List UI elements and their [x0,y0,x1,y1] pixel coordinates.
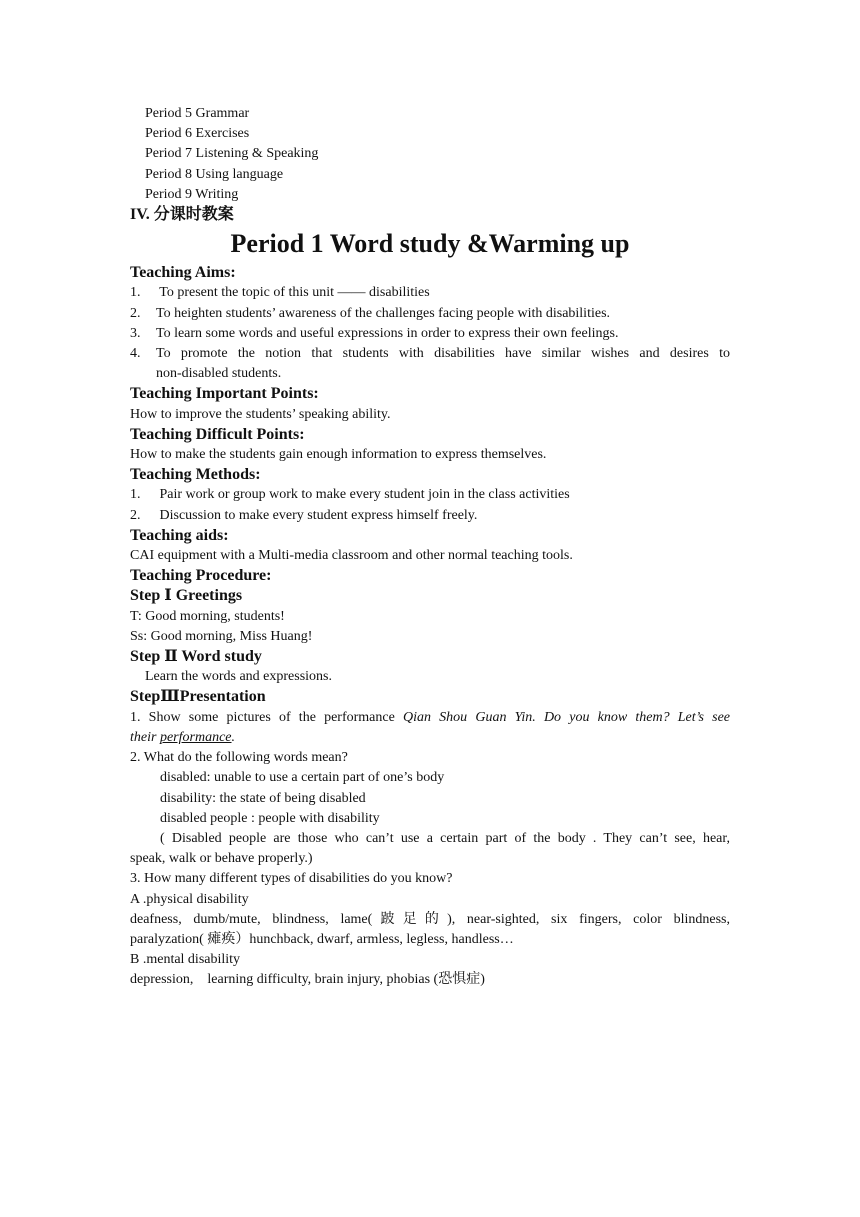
definition-disabled-people: disabled people : people with disability [160,810,380,826]
period-char: . [231,729,235,745]
presentation-item-1-line-1 [130,708,730,728]
item-number: 4. [130,346,141,362]
presentation-item-1-line-2 [130,728,730,748]
period-6: Period 6 Exercises [145,126,250,142]
important-points-heading: Teaching Important Points: [130,385,319,403]
item-text-line-1: To promote the notion that students with disabilities have similar wishes and desires to [156,346,730,362]
aims-item-3 [130,324,730,344]
item-number: 1. [130,487,141,503]
presentation-text: 1. Show some pictures of the performance [130,709,403,725]
period-7: Period 7 Listening & Speaking [145,146,319,162]
item-text [156,344,730,384]
performance-link-text [160,730,232,745]
procedure-heading: Teaching Procedure: [130,567,272,585]
item-text: To heighten students’ awareness of the challenges facing people with disabilities. [156,305,611,321]
period-5: Period 5 Grammar [145,106,250,121]
aids-heading: Teaching aids: [130,526,229,544]
aims-heading: Teaching Aims: [130,264,236,282]
item-number: 2. [130,507,141,523]
presentation-item-2: 2. What do the following words mean? [130,750,348,766]
aids-text: CAI equipment with a Multi-media classroom and other normal teaching tools. [130,548,573,564]
methods-item-1 [130,485,730,505]
definition-note-line-1 [130,829,730,849]
performance-underlined: performance [159,729,232,745]
mental-disability-label: B .mental disability [130,952,241,968]
physical-disability-label: A .physical disability [130,891,249,907]
step2-text: Learn the words and expressions. [145,669,333,685]
item-number: 3. [130,325,141,341]
item-number: 2. [130,305,141,321]
physical-disability-list-line-2: paralyzation( 瘫痪）hunchback, dwarf, armless, legless, handless… [130,931,514,947]
aims-item-4 [130,344,730,384]
presentation-item-3: 3. How many different types of disabilities do you know? [130,871,453,887]
methods-heading: Teaching Methods: [130,466,261,484]
section-iv-heading: IV. 分课时教案 [130,206,234,224]
item-text: To present the topic of this unit —— disabilities [156,285,430,301]
important-points-text: How to improve the students’ speaking ability. [130,406,391,422]
period-9: Period 9 Writing [145,186,239,202]
aims-item-1 [130,283,730,303]
difficult-points-text: How to make the students gain enough information to express themselves. [130,447,547,463]
mental-disability-list: depression, learning difficulty, brain injury, phobias (恐惧症) [130,972,485,988]
definition-disability: disability: the state of being disabled [160,790,366,806]
definition-note-line-2: speak, walk or behave properly.) [130,851,313,867]
item-number: 1. [130,285,141,301]
step2-heading: Step Ⅱ Word study [130,648,262,666]
difficult-points-heading: Teaching Difficult Points: [130,425,305,443]
physical-disability-list-line-1 [130,910,730,930]
definition-disabled: disabled: unable to use a certain part of one’s body [160,770,445,786]
item-text: To learn some words and useful expressions in order to express their own feelings. [156,325,619,341]
methods-item-2 [130,506,730,526]
aims-item-2 [130,304,730,324]
students-line: Ss: Good morning, Miss Huang! [130,628,313,644]
presentation-italic-text: Qian Shou Guan Yin. Do you know them? Let’s see [403,709,730,725]
page-title: Period 1 Word study &Warming up [230,229,630,259]
step3-heading: StepⅢPresentation [130,688,266,706]
item-text: Discussion to make every student express himself freely. [156,507,478,523]
item-text: Pair work or group work to make every student join in the class activities [156,487,570,503]
period-8: Period 8 Using language [145,166,284,182]
physical-disability-list-text: deafness, dumb/mute, blindness, lame(跛足的), near-sighted, six fingers, color blindness, [130,911,730,927]
document-page [130,104,730,991]
step1-heading: Step Ⅰ Greetings [130,587,243,605]
definition-note-text: ( Disabled people are those who can’t use a certain part of the body . They can’t see, hear, [160,830,730,846]
item-text-line-2: non-disabled students. [156,366,282,382]
teacher-line: T: Good morning, students! [130,608,285,624]
presentation-italic-lead: their [130,729,160,745]
